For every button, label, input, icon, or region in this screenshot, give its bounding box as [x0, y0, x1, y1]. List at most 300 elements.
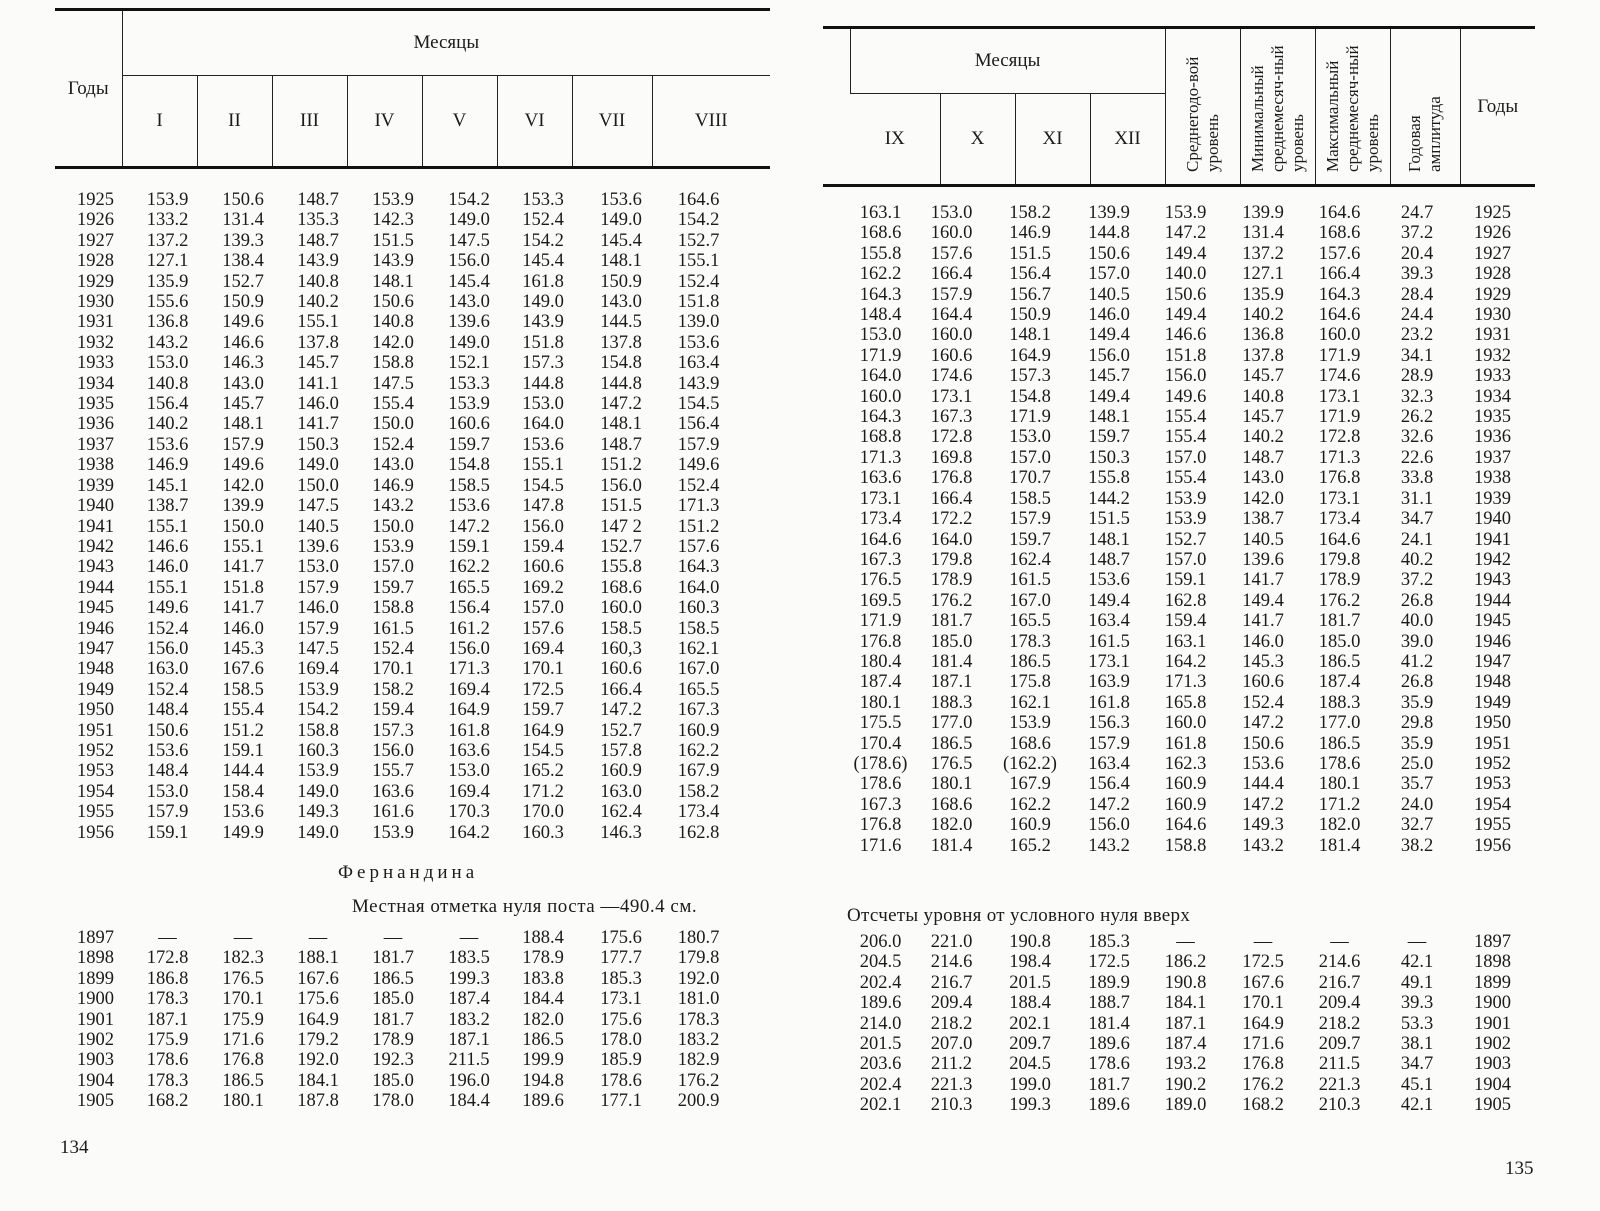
value-cell: 158.4 — [222, 781, 264, 802]
value-cell: 157.6 — [522, 618, 564, 639]
year-cell: 1944 — [1474, 590, 1511, 611]
value-cell: 143.2 — [1242, 835, 1284, 856]
value-cell: 172.2 — [930, 509, 973, 530]
table-row — [75, 537, 735, 557]
value-cell: 168.6 — [859, 223, 902, 244]
value-cell: 153.0 — [297, 557, 339, 578]
value-cell: 165.5 — [448, 577, 490, 598]
value-cell: 140.2 — [297, 292, 339, 313]
value-cell: 159.1 — [1164, 570, 1207, 591]
year-cell: 1940 — [1474, 509, 1511, 530]
value-cell: 165.2 — [522, 761, 564, 782]
value-cell: 149.0 — [448, 332, 490, 353]
value-cell: 143.9 — [372, 251, 414, 272]
value-cell: 152.4 — [146, 679, 189, 700]
value-cell: 148.1 — [1088, 407, 1130, 428]
value-cell: 152.7 — [222, 271, 264, 292]
value-cell: 147.5 — [297, 496, 339, 517]
value-cell: 156.4 — [677, 414, 720, 435]
value-cell: 155.1 — [146, 516, 189, 537]
value-cell: 156.0 — [600, 475, 642, 496]
table-row — [848, 570, 1553, 590]
value-cell: 143.2 — [1088, 835, 1130, 856]
year-cell: 1931 — [77, 312, 114, 333]
table-row — [848, 427, 1553, 447]
value-cell: 196.0 — [448, 1070, 490, 1091]
value-cell: 53.3 — [1400, 1013, 1434, 1034]
value-cell: 145.7 — [1242, 366, 1284, 387]
value-cell: 153.9 — [297, 761, 339, 782]
value-cell: 151.8 — [222, 577, 264, 598]
year-cell: 1933 — [77, 353, 114, 374]
page-number-right: 135 — [1505, 1158, 1534, 1179]
value-cell: 175.5 — [859, 713, 902, 734]
value-cell: 148.7 — [1242, 447, 1284, 468]
value-cell: 164.2 — [448, 822, 490, 843]
value-cell: 147.5 — [448, 230, 490, 251]
value-cell: 171.9 — [1318, 345, 1361, 366]
table-row — [75, 455, 735, 475]
year-cell: 1945 — [77, 598, 114, 619]
value-cell: 40.0 — [1400, 611, 1434, 632]
value-cell: 157.6 — [1318, 243, 1361, 264]
value-cell: 153.3 — [448, 373, 490, 394]
value-cell: — — [459, 928, 479, 948]
value-cell: 186.5 — [1318, 733, 1361, 754]
value-cell: 149.4 — [1164, 243, 1207, 264]
year-cell: 1929 — [77, 271, 114, 292]
value-cell: 214.0 — [859, 1013, 902, 1034]
value-cell: 144.4 — [222, 761, 264, 782]
year-cell: 1900 — [1474, 993, 1511, 1014]
value-cell: 149.4 — [1088, 325, 1130, 346]
left-data-table-1925-1956 — [75, 190, 735, 843]
value-cell: 163.1 — [1164, 631, 1207, 652]
table-row — [848, 407, 1553, 427]
value-cell: 170.1 — [522, 659, 564, 680]
value-cell: 141.7 — [1242, 611, 1284, 632]
value-cell: 140.2 — [1242, 305, 1284, 326]
year-cell: 1951 — [77, 720, 114, 741]
value-cell: 146.9 — [372, 475, 414, 496]
value-cell: 202.4 — [859, 1074, 902, 1095]
value-cell: 146.9 — [146, 455, 189, 476]
year-cell: 1925 — [77, 190, 114, 210]
value-cell: 187.4 — [448, 989, 490, 1010]
value-cell: 25.0 — [1400, 753, 1434, 774]
value-cell: 42.1 — [1400, 952, 1434, 973]
value-cell: 180.1 — [222, 1091, 264, 1112]
value-cell: 42.1 — [1400, 1095, 1434, 1116]
value-cell: 171.6 — [859, 835, 902, 856]
table-row — [75, 1030, 735, 1050]
value-cell: 159.7 — [1009, 529, 1051, 550]
value-cell: 152.7 — [600, 536, 642, 557]
table-row — [75, 1050, 735, 1070]
value-cell: 186.8 — [146, 968, 189, 989]
table-row — [848, 325, 1553, 345]
value-cell: 173.1 — [600, 989, 642, 1010]
year-cell: 1904 — [1474, 1074, 1511, 1095]
value-cell: 180.1 — [859, 692, 902, 713]
value-cell: 148.1 — [600, 251, 642, 272]
value-cell: 139.3 — [222, 230, 264, 251]
value-cell: 164.9 — [297, 1009, 339, 1030]
value-cell: 144.4 — [1242, 774, 1284, 795]
value-cell: 167.9 — [677, 761, 720, 782]
value-cell: 34.7 — [1400, 1054, 1434, 1075]
year-cell: 1943 — [77, 557, 114, 578]
value-cell: 133.2 — [146, 210, 189, 231]
year-cell: 1902 — [77, 1030, 114, 1051]
value-cell: 150.9 — [222, 292, 264, 313]
table-row — [75, 741, 735, 761]
year-cell: 1949 — [1474, 692, 1511, 713]
value-cell: 163.0 — [146, 659, 189, 680]
value-cell: 181.4 — [930, 651, 973, 672]
value-cell: 139.9 — [1088, 203, 1130, 223]
value-cell: 168.6 — [1009, 733, 1051, 754]
value-cell: 23.2 — [1400, 325, 1434, 346]
year-cell: 1948 — [77, 659, 114, 680]
value-cell: 166.4 — [1318, 264, 1361, 285]
value-cell: 177.1 — [600, 1091, 642, 1112]
value-cell: 139.0 — [677, 312, 720, 333]
value-cell: 155.8 — [1088, 468, 1130, 489]
value-cell: 182.0 — [1318, 815, 1361, 836]
value-cell: 154.2 — [297, 700, 339, 721]
table-row — [848, 203, 1553, 223]
value-cell: 143.0 — [448, 292, 490, 313]
year-cell: 1939 — [1474, 488, 1511, 509]
value-cell: 158.2 — [372, 679, 414, 700]
value-cell: 175.6 — [600, 1009, 642, 1030]
year-cell: 1939 — [77, 475, 114, 496]
value-cell: 153.6 — [522, 434, 564, 455]
value-cell: 147.2 — [1088, 794, 1130, 815]
table-row — [75, 333, 735, 353]
table-row — [848, 774, 1553, 794]
value-cell: 153.0 — [146, 353, 189, 374]
year-cell: 1897 — [1474, 932, 1511, 952]
year-cell: 1953 — [77, 761, 114, 782]
value-cell: 148.7 — [1088, 549, 1130, 570]
value-cell: 167.3 — [677, 700, 720, 721]
value-cell: 179.8 — [930, 549, 973, 570]
value-cell: 176.8 — [222, 1050, 264, 1071]
table-row — [75, 802, 735, 822]
value-cell: 169.4 — [448, 679, 490, 700]
value-cell: 24.7 — [1400, 203, 1434, 223]
value-cell: 142.3 — [372, 210, 414, 231]
value-cell: 164.0 — [677, 577, 720, 598]
value-cell: 158.8 — [297, 720, 339, 741]
table-row — [75, 414, 735, 434]
value-cell: 160.0 — [930, 325, 973, 346]
value-cell: 182.0 — [930, 815, 973, 836]
table-row — [75, 659, 735, 679]
value-cell: 39.3 — [1400, 993, 1434, 1014]
value-cell: 170.7 — [1009, 468, 1051, 489]
value-cell: 149.0 — [522, 292, 564, 313]
value-cell: 147.2 — [1164, 223, 1207, 244]
value-cell: 140.8 — [372, 312, 414, 333]
value-cell: 178.6 — [146, 1050, 189, 1071]
year-cell: 1900 — [77, 989, 114, 1010]
value-cell: 206.0 — [859, 932, 902, 952]
mean-level-header: Среднегодо-вой уровень — [1165, 28, 1240, 186]
table-row — [848, 932, 1553, 952]
year-cell: 1950 — [1474, 713, 1511, 734]
value-cell: 161.8 — [1088, 692, 1130, 713]
value-cell: 139.6 — [297, 536, 339, 557]
value-cell: 150.9 — [600, 271, 642, 292]
value-cell: 171.9 — [859, 345, 902, 366]
year-cell: 1932 — [77, 332, 114, 353]
year-cell: 1928 — [77, 251, 114, 272]
value-cell: 146.0 — [297, 394, 339, 415]
value-cell: 26.2 — [1400, 407, 1434, 428]
left-data-table-1897-1905 — [75, 928, 735, 1112]
value-cell: 163.9 — [1088, 672, 1130, 693]
value-cell: 26.8 — [1400, 590, 1434, 611]
value-cell: 160.9 — [1164, 794, 1207, 815]
table-row — [848, 1095, 1553, 1115]
month-header-x: X — [940, 94, 1015, 186]
value-cell: 158.5 — [677, 618, 720, 639]
value-cell: 218.2 — [1318, 1013, 1361, 1034]
value-cell: 204.5 — [859, 952, 902, 973]
value-cell: 171.2 — [522, 781, 564, 802]
value-cell: 159.4 — [522, 536, 564, 557]
value-cell: 153.6 — [146, 434, 189, 455]
value-cell: 148.7 — [297, 230, 339, 251]
value-cell: 189.6 — [1088, 1095, 1130, 1116]
table-row — [75, 292, 735, 312]
value-cell: 198.4 — [1009, 952, 1051, 973]
value-cell: 160.0 — [1164, 713, 1207, 734]
value-cell: 186.5 — [372, 968, 414, 989]
year-cell: 1902 — [1474, 1034, 1511, 1055]
value-cell: 144.2 — [1088, 488, 1130, 509]
value-cell: 37.2 — [1400, 570, 1434, 591]
value-cell: 147.2 — [1242, 794, 1284, 815]
value-cell: 153.3 — [522, 190, 564, 210]
value-cell: 156.4 — [448, 598, 490, 619]
value-cell: 35.9 — [1400, 733, 1434, 754]
value-cell: 136.8 — [146, 312, 189, 333]
table-row — [75, 1071, 735, 1091]
value-cell: 159.4 — [372, 700, 414, 721]
value-cell: 156.0 — [372, 740, 414, 761]
year-cell: 1950 — [77, 700, 114, 721]
year-cell: 1934 — [77, 373, 114, 394]
table-row — [848, 305, 1553, 325]
table-row — [75, 680, 735, 700]
value-cell: 143.9 — [297, 251, 339, 272]
value-cell: 156.4 — [1009, 264, 1051, 285]
value-cell: 160.6 — [600, 659, 642, 680]
value-cell: 169.2 — [522, 577, 564, 598]
value-cell: 176.2 — [930, 590, 973, 611]
value-cell: 153.9 — [1164, 203, 1207, 223]
years-column-header: Годы — [67, 77, 109, 99]
left-header-table — [55, 8, 770, 169]
table-row — [75, 598, 735, 618]
value-cell: 161.8 — [448, 720, 490, 741]
value-cell: 167.3 — [859, 549, 902, 570]
value-cell: 146.3 — [222, 353, 264, 374]
value-cell: 151.5 — [1009, 243, 1051, 264]
value-cell: 145.4 — [600, 230, 642, 251]
year-cell: 1946 — [1474, 631, 1511, 652]
value-cell: 194.8 — [522, 1070, 564, 1091]
value-cell: 149.3 — [297, 802, 339, 823]
value-cell: 155.6 — [146, 292, 189, 313]
value-cell: 164.6 — [1318, 529, 1361, 550]
value-cell: 24.0 — [1400, 794, 1434, 815]
value-cell: 160.3 — [677, 598, 720, 619]
value-cell: 192.0 — [677, 968, 720, 989]
value-cell: 142.0 — [1242, 488, 1284, 509]
value-cell: 153.0 — [448, 761, 490, 782]
value-cell: 181.4 — [1088, 1013, 1130, 1034]
value-cell: 157.0 — [1088, 264, 1130, 285]
table-row — [848, 1034, 1553, 1054]
value-cell: 164.9 — [448, 700, 490, 721]
value-cell: 143.2 — [146, 332, 189, 353]
value-cell: 146.9 — [1009, 223, 1051, 244]
value-cell: 138.4 — [222, 251, 264, 272]
value-cell: 176.5 — [222, 968, 264, 989]
value-cell: 178.6 — [1088, 1054, 1130, 1075]
value-cell: 146.0 — [1242, 631, 1284, 652]
value-cell: 155.1 — [146, 577, 189, 598]
value-cell: 157.9 — [297, 618, 339, 639]
value-cell: 162.8 — [1164, 590, 1207, 611]
value-cell: (162.2) — [1003, 753, 1057, 774]
year-cell: 1898 — [77, 948, 114, 969]
value-cell: 152.4 — [372, 434, 414, 455]
value-cell: 165.8 — [1164, 692, 1207, 713]
value-cell: 158.5 — [1009, 488, 1051, 509]
value-cell: 158.8 — [372, 353, 414, 374]
value-cell: 138.7 — [146, 496, 189, 517]
value-cell: 164.2 — [1164, 651, 1207, 672]
month-header-v: V — [422, 76, 497, 168]
value-cell: 165.5 — [677, 679, 720, 700]
value-cell: 163.4 — [1088, 753, 1130, 774]
value-cell: 164.9 — [522, 720, 564, 741]
table-row — [75, 782, 735, 802]
value-cell: 149.4 — [1242, 590, 1284, 611]
table-row — [848, 754, 1553, 774]
value-cell: 167.3 — [859, 794, 902, 815]
value-cell: 160.3 — [297, 740, 339, 761]
value-cell: 148.1 — [1088, 529, 1130, 550]
value-cell: 204.5 — [1009, 1054, 1051, 1075]
value-cell: 171.9 — [1009, 407, 1051, 428]
table-row — [848, 713, 1553, 733]
value-cell: 140.8 — [1242, 386, 1284, 407]
value-cell: 150.0 — [222, 516, 264, 537]
value-cell: 40.2 — [1400, 549, 1434, 570]
value-cell: 163.6 — [372, 781, 414, 802]
value-cell: 160.3 — [522, 822, 564, 843]
value-cell: 216.7 — [930, 972, 973, 993]
value-cell: 157.6 — [930, 243, 973, 264]
value-cell: 214.6 — [1318, 952, 1361, 973]
value-cell: 150.6 — [1088, 243, 1130, 264]
value-cell: 209.4 — [1318, 993, 1361, 1014]
value-cell: 161.6 — [372, 802, 414, 823]
value-cell: 149.6 — [677, 455, 720, 476]
table-row — [848, 285, 1553, 305]
value-cell: 167.9 — [1009, 774, 1051, 795]
year-cell: 1905 — [77, 1091, 114, 1112]
value-cell: 155.4 — [222, 700, 264, 721]
value-cell: 139.6 — [1242, 549, 1284, 570]
value-cell: 149.0 — [297, 822, 339, 843]
value-cell: 156.0 — [146, 638, 189, 659]
value-cell: 149.6 — [146, 598, 189, 619]
value-cell: 143.9 — [522, 312, 564, 333]
value-cell: 170.0 — [522, 802, 564, 823]
value-cell: 151.2 — [600, 455, 642, 476]
year-cell: 1956 — [77, 822, 114, 843]
value-cell: 144.8 — [600, 373, 642, 394]
year-cell: 1930 — [1474, 305, 1511, 326]
value-cell: 141.7 — [1242, 570, 1284, 591]
value-cell: 202.1 — [1009, 1013, 1051, 1034]
year-cell: 1955 — [77, 802, 114, 823]
value-cell: 185.0 — [1318, 631, 1361, 652]
value-cell: 154.5 — [522, 740, 564, 761]
value-cell: 162.2 — [677, 740, 720, 761]
value-cell: 163.4 — [1088, 611, 1130, 632]
right-data-table-1897-1905 — [848, 932, 1553, 1116]
value-cell: 171.3 — [448, 659, 490, 680]
value-cell: 137.2 — [1242, 243, 1284, 264]
value-cell: 209.4 — [930, 993, 973, 1014]
value-cell: 157.9 — [297, 577, 339, 598]
value-cell: (178.6) — [853, 753, 908, 774]
value-cell: 148.7 — [600, 434, 642, 455]
value-cell: 180.7 — [677, 928, 720, 948]
table-row — [75, 1010, 735, 1030]
value-cell: 207.0 — [930, 1034, 973, 1055]
table-row — [848, 346, 1553, 366]
value-cell: 173.4 — [859, 509, 902, 530]
year-cell: 1944 — [77, 577, 114, 598]
value-cell: 165.2 — [1009, 835, 1051, 856]
value-cell: 156.0 — [1088, 345, 1130, 366]
value-cell: 153.9 — [448, 394, 490, 415]
value-cell: 160.6 — [930, 345, 973, 366]
value-cell: 151.5 — [1088, 509, 1130, 530]
value-cell: 32.7 — [1400, 815, 1434, 836]
value-cell: 147.5 — [372, 373, 414, 394]
value-cell: 185.0 — [372, 989, 414, 1010]
value-cell: 152.7 — [677, 230, 720, 251]
value-cell: 164.6 — [1164, 815, 1207, 836]
value-cell: 144.8 — [1088, 223, 1130, 244]
value-cell: 151.5 — [372, 230, 414, 251]
value-cell: 151.8 — [522, 332, 564, 353]
value-cell: 164.9 — [1009, 345, 1051, 366]
table-row — [75, 353, 735, 373]
value-cell: 161.8 — [522, 271, 564, 292]
